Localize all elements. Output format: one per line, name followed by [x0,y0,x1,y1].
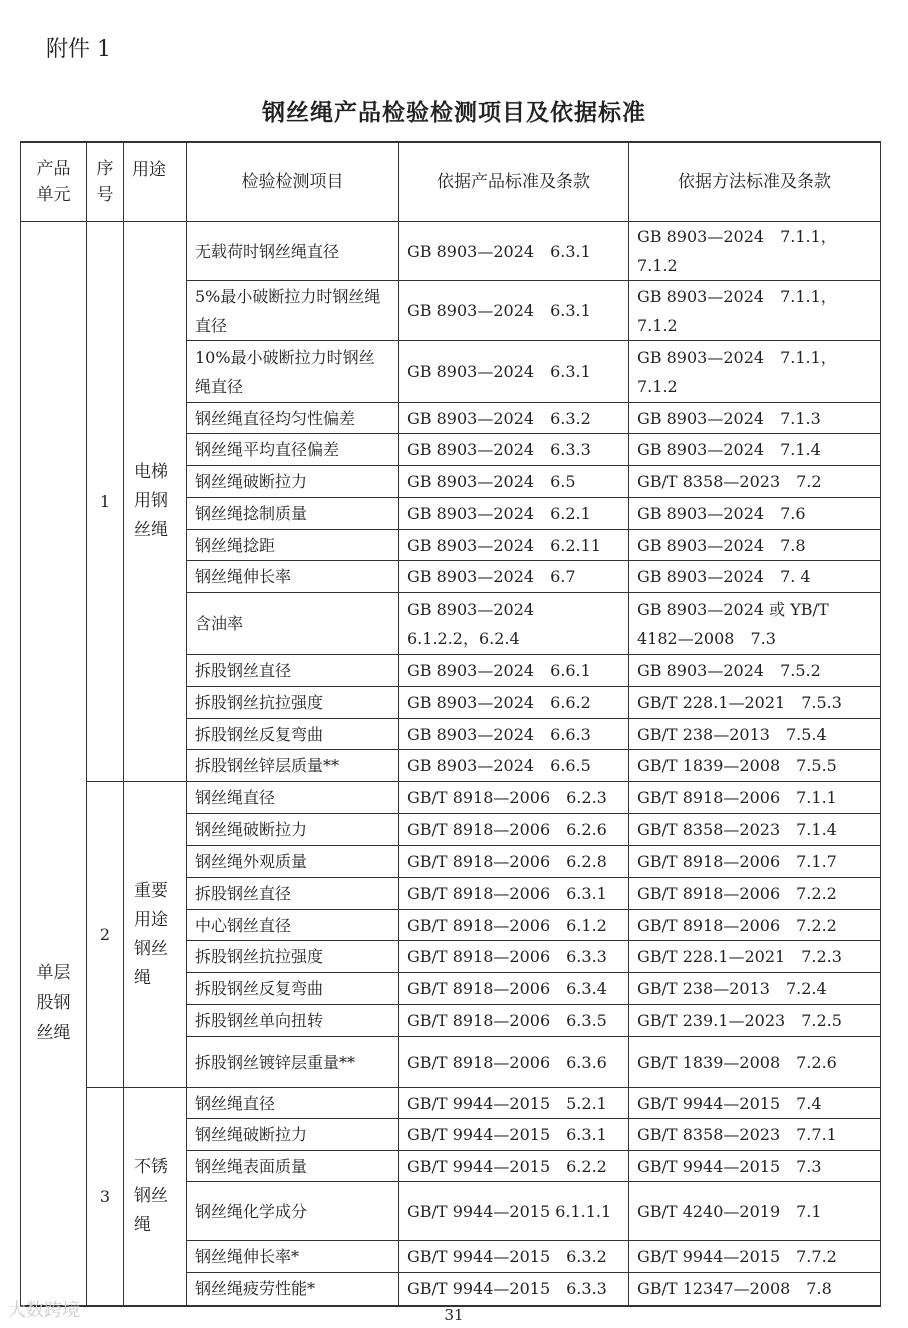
test-item-cell: 钢丝绳直径均匀性偏差 [187,403,399,434]
method-standard-cell: GB 8903—2024 或 YB/T 4182—2008 7.3 [629,593,881,655]
product-standard-cell: GB 8903—2024 6.3.1 [399,222,629,281]
product-standard-cell: GB/T 9944—2015 5.2.1 [399,1088,629,1119]
product-standard-cell: GB 8903—2024 6.3.2 [399,403,629,434]
header-use: 用途 [124,142,187,222]
product-standard-cell: GB/T 9944—2015 6.3.1 [399,1119,629,1151]
test-item-cell: 钢丝绳平均直径偏差 [187,434,399,466]
test-item-cell: 拆股钢丝反复弯曲 [187,973,399,1005]
test-item-cell: 钢丝绳伸长率 [187,561,399,593]
group-use-cell: 重要用途钢丝绳 [124,782,187,1088]
product-standard-cell: GB/T 8918—2006 6.3.4 [399,973,629,1005]
test-item-cell: 钢丝绳捻制质量 [187,498,399,530]
test-item-cell: 5%最小破断拉力时钢丝绳直径 [187,281,399,341]
product-standard-cell: GB 8903—2024 6.2.1 [399,498,629,530]
header-product-standard: 依据产品标准及条款 [399,142,629,222]
product-standard-cell: GB 8903—2024 6.6.5 [399,750,629,782]
method-standard-cell: GB/T 4240—2019 7.1 [629,1182,881,1241]
method-standard-cell: GB/T 8358—2023 7.1.4 [629,814,881,846]
method-standard-cell: GB 8903—2024 7.1.1，7.1.2 [629,341,881,403]
product-standard-cell: GB 8903—2024 6.6.2 [399,687,629,719]
test-item-cell: 钢丝绳破断拉力 [187,1119,399,1151]
test-item-cell: 钢丝绳破断拉力 [187,466,399,498]
watermark-logo: 大数跨境 [8,1300,80,1321]
product-standard-cell: GB/T 9944—2015 6.2.2 [399,1151,629,1182]
product-standard-cell: GB 8903—2024 6.5 [399,466,629,498]
product-standard-cell: GB/T 8918—2006 6.2.3 [399,782,629,814]
test-item-cell: 钢丝绳外观质量 [187,846,399,878]
test-item-cell: 钢丝绳捻距 [187,530,399,561]
product-standard-cell: GB 8903—2024 6.1.2.2，6.2.4 [399,593,629,655]
method-standard-cell: GB/T 8918—2006 7.2.2 [629,910,881,941]
method-standard-cell: GB/T 228.1—2021 7.5.3 [629,687,881,719]
test-item-cell: 钢丝绳直径 [187,1088,399,1119]
test-item-cell: 拆股钢丝锌层质量** [187,750,399,782]
test-item-cell: 拆股钢丝直径 [187,655,399,687]
table-row [21,782,881,814]
product-standard-cell: GB 8903—2024 6.6.1 [399,655,629,687]
method-standard-cell: GB/T 8358—2023 7.7.1 [629,1119,881,1151]
method-standard-cell: GB/T 238—2013 7.2.4 [629,973,881,1005]
group-number-cell: 2 [87,782,124,1088]
test-item-cell: 钢丝绳表面质量 [187,1151,399,1182]
test-item-cell: 中心钢丝直径 [187,910,399,941]
test-item-cell: 10%最小破断拉力时钢丝绳直径 [187,341,399,403]
page-number: 31 [444,1306,464,1324]
group-use-cell: 不锈钢丝绳 [124,1088,187,1306]
test-item-cell: 钢丝绳化学成分 [187,1182,399,1241]
method-standard-cell: GB/T 9944—2015 7.4 [629,1088,881,1119]
product-standard-cell: GB 8903—2024 6.6.3 [399,719,629,750]
table-header-row [21,142,881,222]
product-standard-cell: GB/T 8918—2006 6.2.8 [399,846,629,878]
test-item-cell: 拆股钢丝镀锌层重量** [187,1037,399,1088]
product-standard-cell: GB 8903—2024 6.2.11 [399,530,629,561]
product-standard-cell: GB 8903—2024 6.3.1 [399,341,629,403]
standards-table [20,141,881,1307]
product-standard-cell: GB 8903—2024 6.7 [399,561,629,593]
test-item-cell: 钢丝绳疲劳性能* [187,1273,399,1306]
test-item-cell: 无载荷时钢丝绳直径 [187,222,399,281]
product-standard-cell: GB/T 8918—2006 6.3.3 [399,941,629,973]
test-item-cell: 拆股钢丝抗拉强度 [187,941,399,973]
test-item-cell: 拆股钢丝单向扭转 [187,1005,399,1037]
method-standard-cell: GB 8903—2024 7.1.1，7.1.2 [629,281,881,341]
document-title: 钢丝绳产品检验检测项目及依据标准 [262,99,646,126]
method-standard-cell: GB/T 8918—2006 7.1.1 [629,782,881,814]
table-row [21,222,881,281]
method-standard-cell: GB 8903—2024 7.6 [629,498,881,530]
method-standard-cell: GB/T 8918—2006 7.2.2 [629,878,881,910]
method-standard-cell: GB/T 238—2013 7.5.4 [629,719,881,750]
group-number-cell: 1 [87,222,124,782]
method-standard-cell: GB/T 8918—2006 7.1.7 [629,846,881,878]
header-method-standard: 依据方法标准及条款 [629,142,881,222]
product-standard-cell: GB 8903—2024 6.3.1 [399,281,629,341]
method-standard-cell: GB/T 228.1—2021 7.2.3 [629,941,881,973]
method-standard-cell: GB/T 9944—2015 7.7.2 [629,1241,881,1273]
product-standard-cell: GB/T 8918—2006 6.3.5 [399,1005,629,1037]
method-standard-cell: GB 8903—2024 7.5.2 [629,655,881,687]
product-standard-cell: GB/T 8918—2006 6.1.2 [399,910,629,941]
product-standard-cell: GB/T 8918—2006 6.2.6 [399,814,629,846]
attachment-label: 附件 1 [46,37,111,62]
test-item-cell: 钢丝绳破断拉力 [187,814,399,846]
method-standard-cell: GB 8903—2024 7.1.4 [629,434,881,466]
header-unit: 产品单元 [21,142,87,222]
method-standard-cell: GB 8903—2024 7.1.1，7.1.2 [629,222,881,281]
group-use-cell: 电梯用钢丝绳 [124,222,187,782]
test-item-cell: 含油率 [187,593,399,655]
method-standard-cell: GB/T 8358—2023 7.2 [629,466,881,498]
product-unit-cell: 单层股钢丝绳 [21,222,87,1306]
method-standard-cell: GB 8903—2024 7. 4 [629,561,881,593]
test-item-cell: 钢丝绳直径 [187,782,399,814]
method-standard-cell: GB/T 9944—2015 7.3 [629,1151,881,1182]
product-standard-cell: GB/T 9944—2015 6.3.2 [399,1241,629,1273]
method-standard-cell: GB/T 239.1—2023 7.2.5 [629,1005,881,1037]
product-standard-cell: GB/T 8918—2006 6.3.6 [399,1037,629,1088]
method-standard-cell: GB/T 1839—2008 7.5.5 [629,750,881,782]
test-item-cell: 拆股钢丝反复弯曲 [187,719,399,750]
header-item: 检验检测项目 [187,142,399,222]
method-standard-cell: GB/T 12347—2008 7.8 [629,1273,881,1306]
product-standard-cell: GB/T 9944—2015 6.3.3 [399,1273,629,1306]
method-standard-cell: GB 8903—2024 7.8 [629,530,881,561]
method-standard-cell: GB 8903—2024 7.1.3 [629,403,881,434]
test-item-cell: 钢丝绳伸长率* [187,1241,399,1273]
table-row [21,1088,881,1119]
test-item-cell: 拆股钢丝直径 [187,878,399,910]
product-standard-cell: GB 8903—2024 6.3.3 [399,434,629,466]
product-standard-cell: GB/T 8918—2006 6.3.1 [399,878,629,910]
test-item-cell: 拆股钢丝抗拉强度 [187,687,399,719]
group-number-cell: 3 [87,1088,124,1306]
method-standard-cell: GB/T 1839—2008 7.2.6 [629,1037,881,1088]
product-standard-cell: GB/T 9944—2015 6.1.1.1 [399,1182,629,1241]
header-no: 序号 [87,142,124,222]
